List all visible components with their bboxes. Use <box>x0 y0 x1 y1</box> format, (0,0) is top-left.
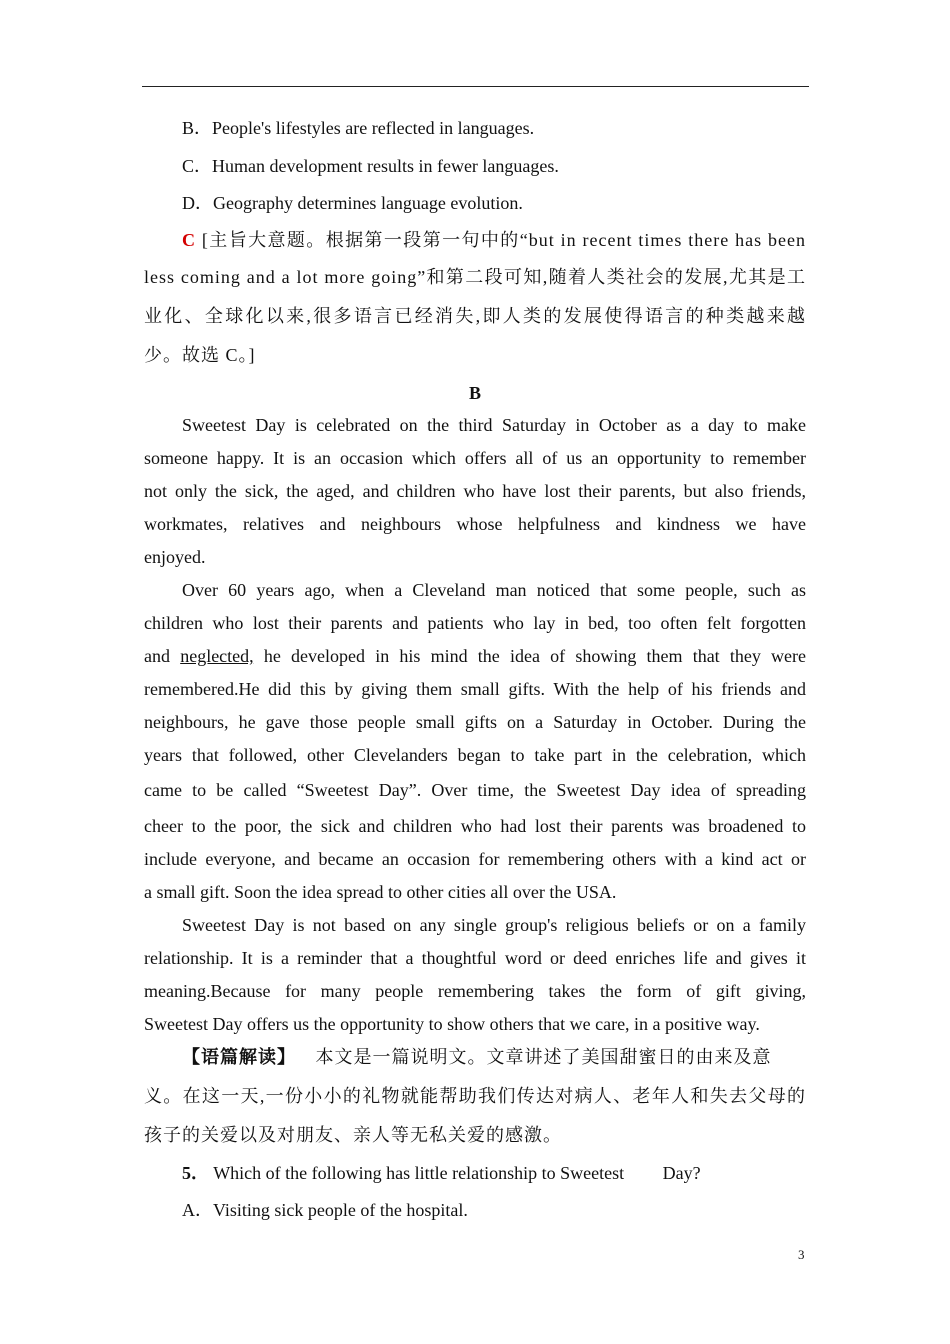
question-5 <box>182 1162 701 1184</box>
question-5-option-a: A．Visiting sick people of the hospital. <box>182 1200 468 1220</box>
paragraph-3-line: meaning.Because for many people remembering takes the form of gift giving, <box>144 981 806 1001</box>
paragraph-2-line: include everyone, and became an occasion for remembering others with a kind act or <box>144 849 806 869</box>
paragraph-2-line: a small gift. Soon the idea spread to other cities all over the USA. <box>144 882 617 902</box>
page-number: 3 <box>798 1247 805 1262</box>
paragraph-1-line: not only the sick, the aged, and children who have lost their parents, but also friends, <box>144 481 806 501</box>
paragraph-1-line: workmates, relatives and neighbours whose helpfulness and kindness we have <box>144 514 806 534</box>
question-5-stem: Which of the following has little relationship to Sweetest <box>213 1163 625 1183</box>
paragraph-2-line: Over 60 years ago, when a Cleveland man noticed that some people, such as <box>182 580 806 600</box>
paragraph-3-line: Sweetest Day is not based on any single group's religious beliefs or on a family <box>182 915 806 935</box>
interpretation-line-3: 孩子的关爱以及对朋友、亲人等无私关爱的感激。 <box>144 1125 562 1145</box>
option-d: D．Geography determines language evolution. <box>182 193 523 213</box>
paragraph-2-line: children who lost their parents and patients who lay in bed, too often felt forgotten <box>144 613 806 633</box>
answer-explanation-line-3: 业化、全球化以来,很多语言已经消失,即人类的发展使得语言的种类越来越 <box>144 306 806 326</box>
paragraph-1-line: enjoyed. <box>144 547 206 567</box>
option-c: C．Human development results in fewer languages. <box>182 156 559 176</box>
answer-explanation-line-2: less coming and a lot more going”和第二段可知,随着人类社会的发展,尤其是工 <box>144 267 806 287</box>
section-heading: B <box>468 383 481 403</box>
interpretation-line-1 <box>182 1046 772 1068</box>
underlined-word-neglected: neglected, <box>180 646 254 666</box>
paragraph-2-line: neighbours, he gave those people small gifts on a Saturday in October. During the <box>144 712 806 732</box>
option-b: B．People's lifestyles are reflected in languages. <box>182 118 535 138</box>
paragraph-2-line: cheer to the poor, the sick and children who had lost their parents was broadened to <box>144 816 806 836</box>
paragraph-2-line: years that followed, other Clevelanders began to take part in the celebration, which <box>144 745 806 765</box>
interpretation-text-1: 本文是一篇说明文。文章讲述了美国甜蜜日的由来及意 <box>315 1047 772 1067</box>
interpretation-line-2: 义。在这一天,一份小小的礼物就能帮助我们传达对病人、老年人和失去父母的 <box>144 1086 806 1106</box>
question-5-number: 5． <box>182 1163 209 1183</box>
paragraph-2-text: he developed in his mind the idea of showing them that they were <box>263 646 807 666</box>
answer-explanation-line-4: 少。故选 C。] <box>144 345 256 365</box>
paragraph-2-text: and <box>144 646 170 666</box>
paragraph-2-line: came to be called “Sweetest Day”. Over time, the Sweetest Day idea of spreading <box>144 780 806 800</box>
paragraph-2-line: remembered.He did this by giving them small gifts. With the help of his friends and <box>144 679 806 699</box>
interpretation-label: 【语篇解读】 <box>182 1047 296 1067</box>
paragraph-3-line: relationship. It is a reminder that a thoughtful word or deed enriches life and gives it <box>144 948 806 968</box>
paragraph-2-line <box>144 645 806 667</box>
answer-letter: C <box>182 230 196 250</box>
header-rule <box>142 86 809 87</box>
answer-explanation-text-1: [主旨大意题。根据第一段第一句中的“but in recent times there has been <box>201 230 807 250</box>
paragraph-1-line: Sweetest Day is celebrated on the third Saturday in October as a day to make <box>182 415 806 435</box>
question-5-stem-end: Day? <box>662 1163 701 1183</box>
answer-explanation-line-1 <box>182 229 806 251</box>
paragraph-1-line: someone happy. It is an occasion which offers all of us an opportunity to remember <box>144 448 806 468</box>
paragraph-3-line: Sweetest Day offers us the opportunity to show others that we care, in a positive way. <box>144 1014 760 1034</box>
